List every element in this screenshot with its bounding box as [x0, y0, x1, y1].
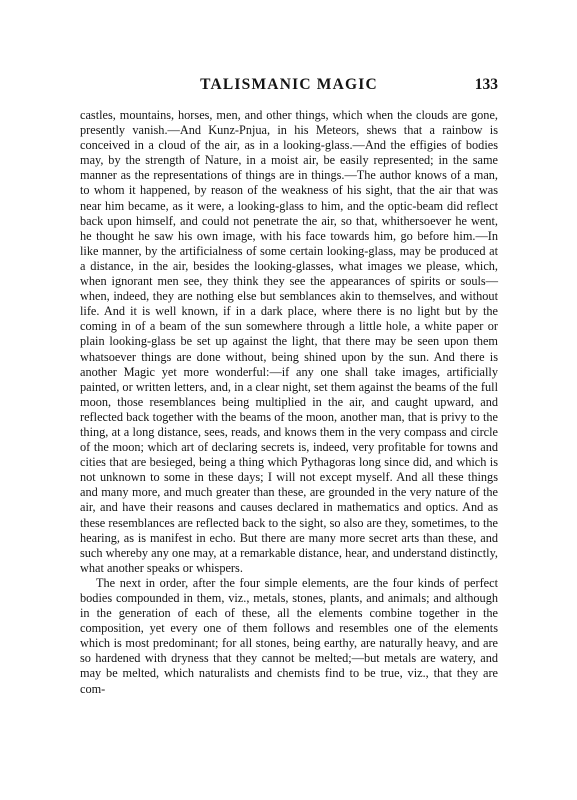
body-text — [80, 108, 498, 697]
running-title: TALISMANIC MAGIC — [200, 76, 378, 93]
page-number: 133 — [474, 76, 498, 93]
paragraph-2: The next in order, after the four simple elements, are the four kinds of perfect bodies compounded in them, viz., metals, stones, plants, and animals; and although in the generation of each of these, all the elements combine together in the composition, yet every one of them follows and resembles one of the elements which is most predominant; for all stones, being earthy, are naturally heavy, and are so hardened with dryness that they cannot be melted;—but metals are watery, and may be melted, which naturalists and chemists find to be true, viz., that they are com- — [80, 575, 498, 696]
page-header — [80, 76, 498, 98]
paragraph-1: castles, mountains, horses, men, and other things, which when the clouds are gone, presently vanish.—And Kunz-Pnjua, in his Meteors, shews that a rainbow is conceived in a cloud of the air, as in a looking-glass.—And the effigies of bodies may, by the strength of Nature, in a moist air, be easily represented; in the same manner as the representations of things are in things.—The author knows of a man, to whom it happened, by reason of the weakness of his sight, that the air that was near him became, as it were, a looking-glass to him, and the optic-beam did reflect back upon himself, and could not penetrate the air, so that, whithersoever he went, he thought he saw his own image, with his face towards him, go before him.—In like manner, by the artificialness of some certain looking-glass, may be produced at a distance, in the air, besides the looking-glasses, what images we please, which, when ignorant men see, they think they see the appearances of spirits or souls—when, indeed, they are nothing else but semblances akin to themselves, and without life. And it is well known, if in a dark place, where there is no light but by the coming in of a beam of the sun somewhere through a little hole, a white paper or plain looking-glass be set up against the light, that there may be seen upon them whatsoever things are done without, being shined upon by the sun. And there is another Magic yet more wonderful:—if any one shall take images, artificially painted, or written letters, and, in a clear night, set them against the beams of the full moon, those resemblances being multiplied in the air, and caught upward, and reflected back together with the beams of the moon, another man, that is privy to the thing, at a long distance, sees, reads, and knows them in the very compass and circle of the moon; which art of declaring secrets is, indeed, very profitable for towns and cities that are besieged, being a thing which Pythagoras long since did, and which is not unknown to some in these days; I will not except myself. And all these things and many more, and much greater than these, are grounded in the very nature of the air, and have their reasons and causes declared in mathematics and optics. And as these resemblances are reflected back to the sight, so also are they, sometimes, to the hearing, as is manifest in echo. But there are many more secret arts than these, and such whereby any one may, at a remarkable distance, hear, and understand distinctly, what another speaks or whispers. — [80, 108, 498, 575]
